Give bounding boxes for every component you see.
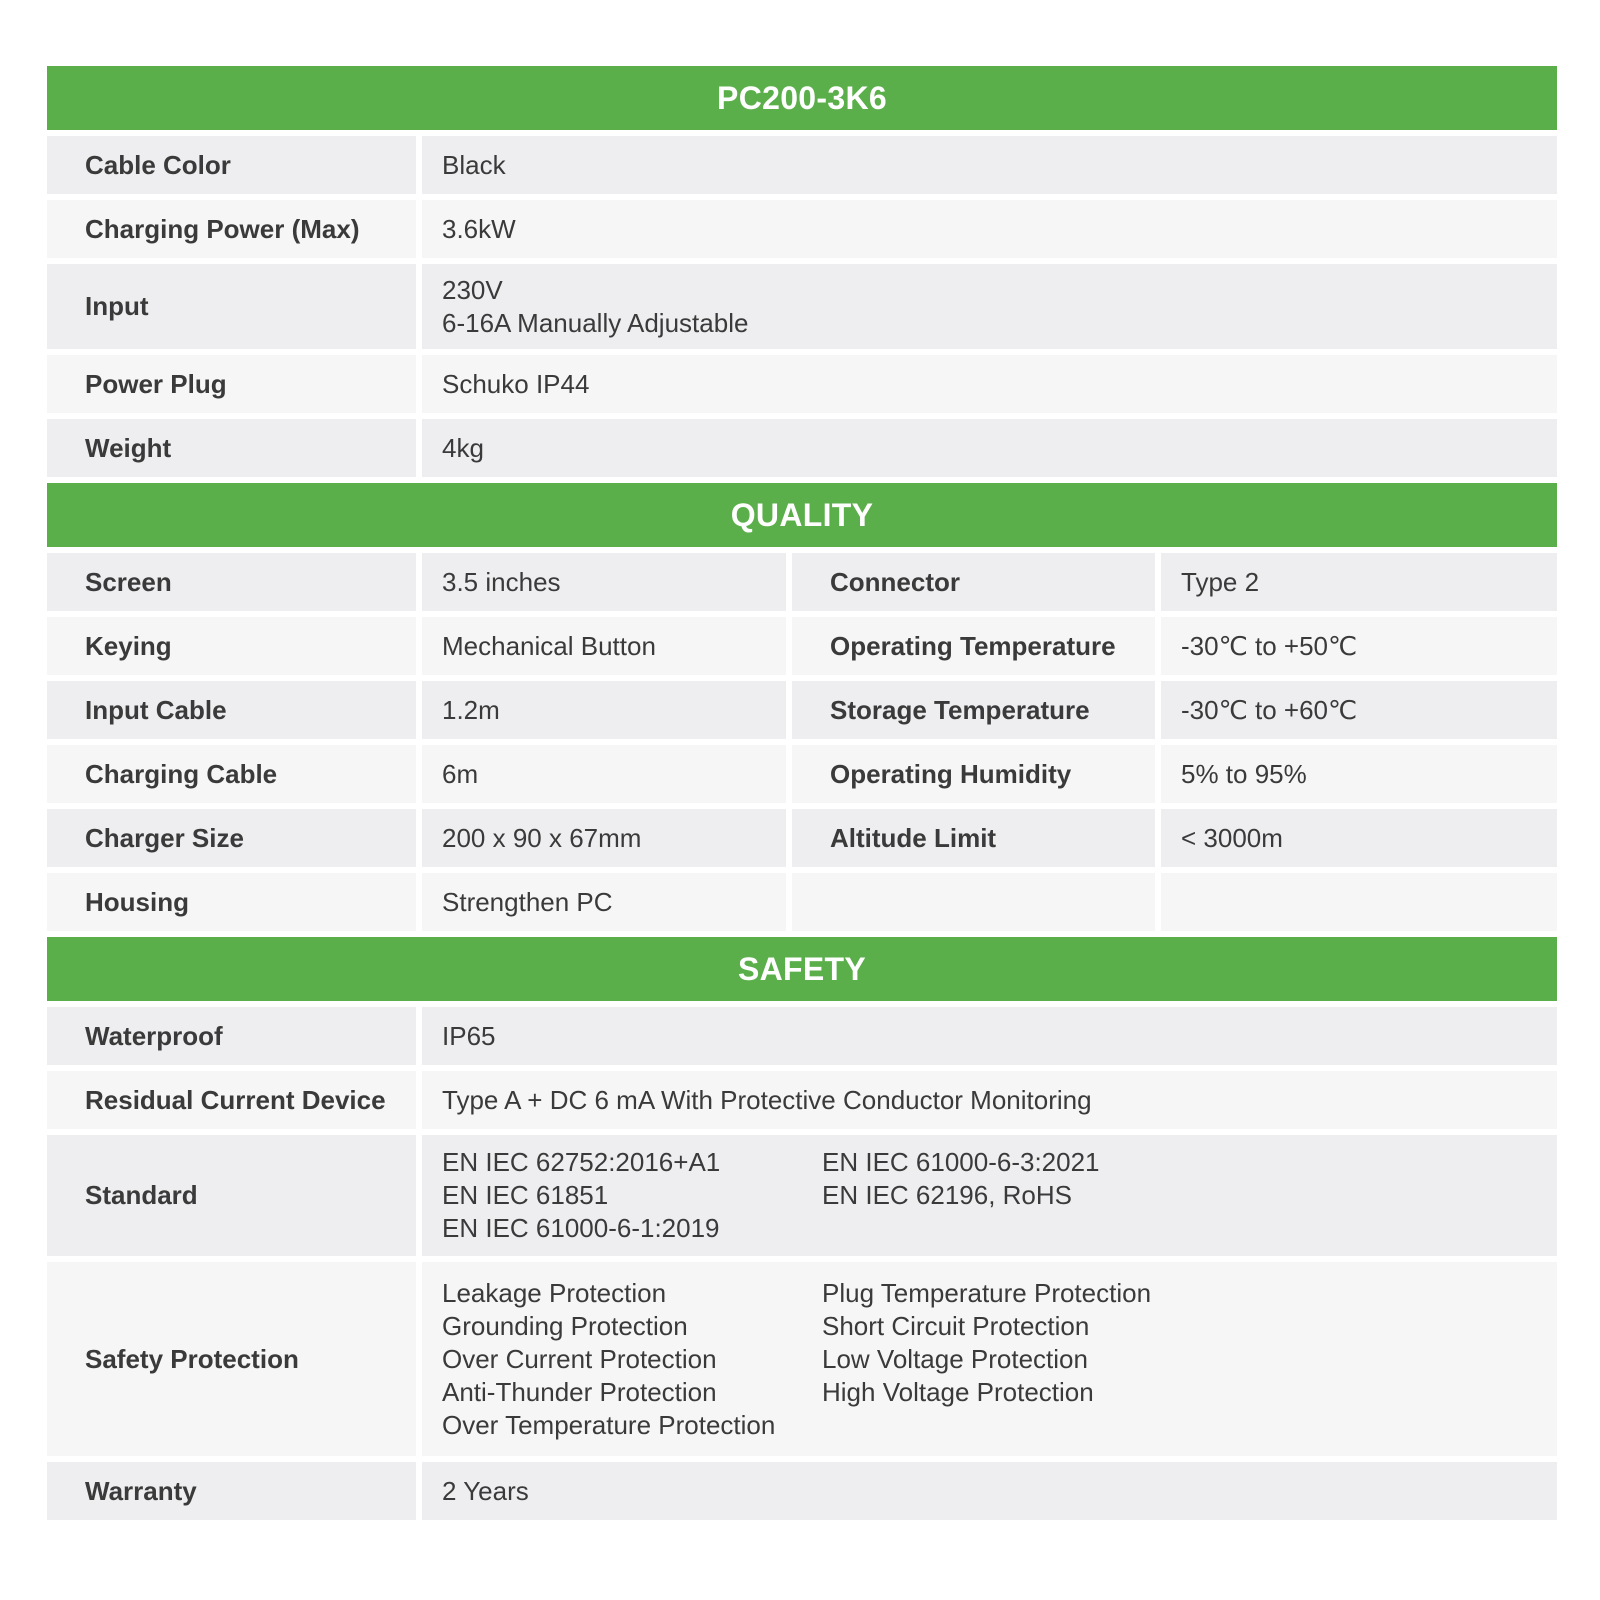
input-voltage: 230V xyxy=(442,274,503,305)
product-model-header: PC200-3K6 xyxy=(47,66,1557,130)
operating-humidity-value: 5% to 95% xyxy=(1161,745,1557,803)
empty-value-cell xyxy=(1161,873,1557,931)
protection-item: High Voltage Protection xyxy=(822,1376,1094,1407)
protection-column-1 xyxy=(442,1277,822,1442)
standard-value xyxy=(422,1135,1557,1256)
quality-grid xyxy=(47,553,1557,931)
rcd-label: Residual Current Device xyxy=(47,1071,416,1129)
operating-temperature-value: -30℃ to +50℃ xyxy=(1161,617,1557,675)
waterproof-label: Waterproof xyxy=(47,1007,416,1065)
input-current: 6-16A Manually Adjustable xyxy=(442,307,749,338)
standard-item: EN IEC 61851 xyxy=(442,1180,609,1210)
waterproof-value: IP65 xyxy=(422,1007,1557,1065)
charging-cable-value: 6m xyxy=(422,745,786,803)
screen-label: Screen xyxy=(47,553,416,611)
operating-humidity-label: Operating Humidity xyxy=(792,745,1155,803)
input-label: Input xyxy=(47,264,416,349)
safety-header: SAFETY xyxy=(47,937,1557,1001)
protection-column-2 xyxy=(822,1277,1202,1409)
operating-temperature-label: Operating Temperature xyxy=(792,617,1155,675)
protection-item: Over Current Protection xyxy=(442,1343,717,1374)
standard-label: Standard xyxy=(47,1135,416,1256)
altitude-limit-label: Altitude Limit xyxy=(792,809,1155,867)
housing-label: Housing xyxy=(47,873,416,931)
safety-protection-value xyxy=(422,1262,1557,1456)
power-plug-label: Power Plug xyxy=(47,355,416,413)
charging-power-value: 3.6kW xyxy=(422,200,1557,258)
warranty-value: 2 Years xyxy=(422,1462,1557,1520)
connector-label: Connector xyxy=(792,553,1155,611)
power-plug-value: Schuko IP44 xyxy=(422,355,1557,413)
storage-temperature-value: -30℃ to +60℃ xyxy=(1161,681,1557,739)
screen-value: 3.5 inches xyxy=(422,553,786,611)
weight-value: 4kg xyxy=(422,419,1557,477)
standard-column-1 xyxy=(442,1146,822,1245)
protection-item: Short Circuit Protection xyxy=(822,1310,1090,1341)
cable-color-label: Cable Color xyxy=(47,136,416,194)
empty-label-cell xyxy=(792,873,1155,931)
input-cable-label: Input Cable xyxy=(47,681,416,739)
charging-cable-label: Charging Cable xyxy=(47,745,416,803)
standard-column-2 xyxy=(822,1146,1202,1212)
protection-item: Low Voltage Protection xyxy=(822,1343,1088,1374)
protection-item: Plug Temperature Protection xyxy=(822,1277,1152,1308)
spec-table xyxy=(47,66,1557,1520)
housing-value: Strengthen PC xyxy=(422,873,786,931)
standard-item: EN IEC 62196, RoHS xyxy=(822,1180,1073,1210)
weight-label: Weight xyxy=(47,419,416,477)
rcd-value: Type A + DC 6 mA With Protective Conductor Monitoring xyxy=(422,1071,1557,1129)
standard-item: EN IEC 61000-6-3:2021 xyxy=(822,1147,1100,1177)
protection-item: Over Temperature Protection xyxy=(442,1409,776,1440)
protection-item: Anti-Thunder Protection xyxy=(442,1376,717,1407)
cable-color-value: Black xyxy=(422,136,1557,194)
warranty-label: Warranty xyxy=(47,1462,416,1520)
safety-protection-label: Safety Protection xyxy=(47,1262,416,1456)
charger-size-value: 200 x 90 x 67mm xyxy=(422,809,786,867)
connector-value: Type 2 xyxy=(1161,553,1557,611)
protection-item: Grounding Protection xyxy=(442,1310,688,1341)
standard-item: EN IEC 61000-6-1:2019 xyxy=(442,1213,720,1243)
keying-value: Mechanical Button xyxy=(422,617,786,675)
charger-size-label: Charger Size xyxy=(47,809,416,867)
input-cable-value: 1.2m xyxy=(422,681,786,739)
protection-item: Leakage Protection xyxy=(442,1277,667,1308)
standard-item: EN IEC 62752:2016+A1 xyxy=(442,1147,721,1177)
quality-header: QUALITY xyxy=(47,483,1557,547)
altitude-limit-value: < 3000m xyxy=(1161,809,1557,867)
charging-power-label: Charging Power (Max) xyxy=(47,200,416,258)
storage-temperature-label: Storage Temperature xyxy=(792,681,1155,739)
input-value xyxy=(422,264,1557,349)
keying-label: Keying xyxy=(47,617,416,675)
